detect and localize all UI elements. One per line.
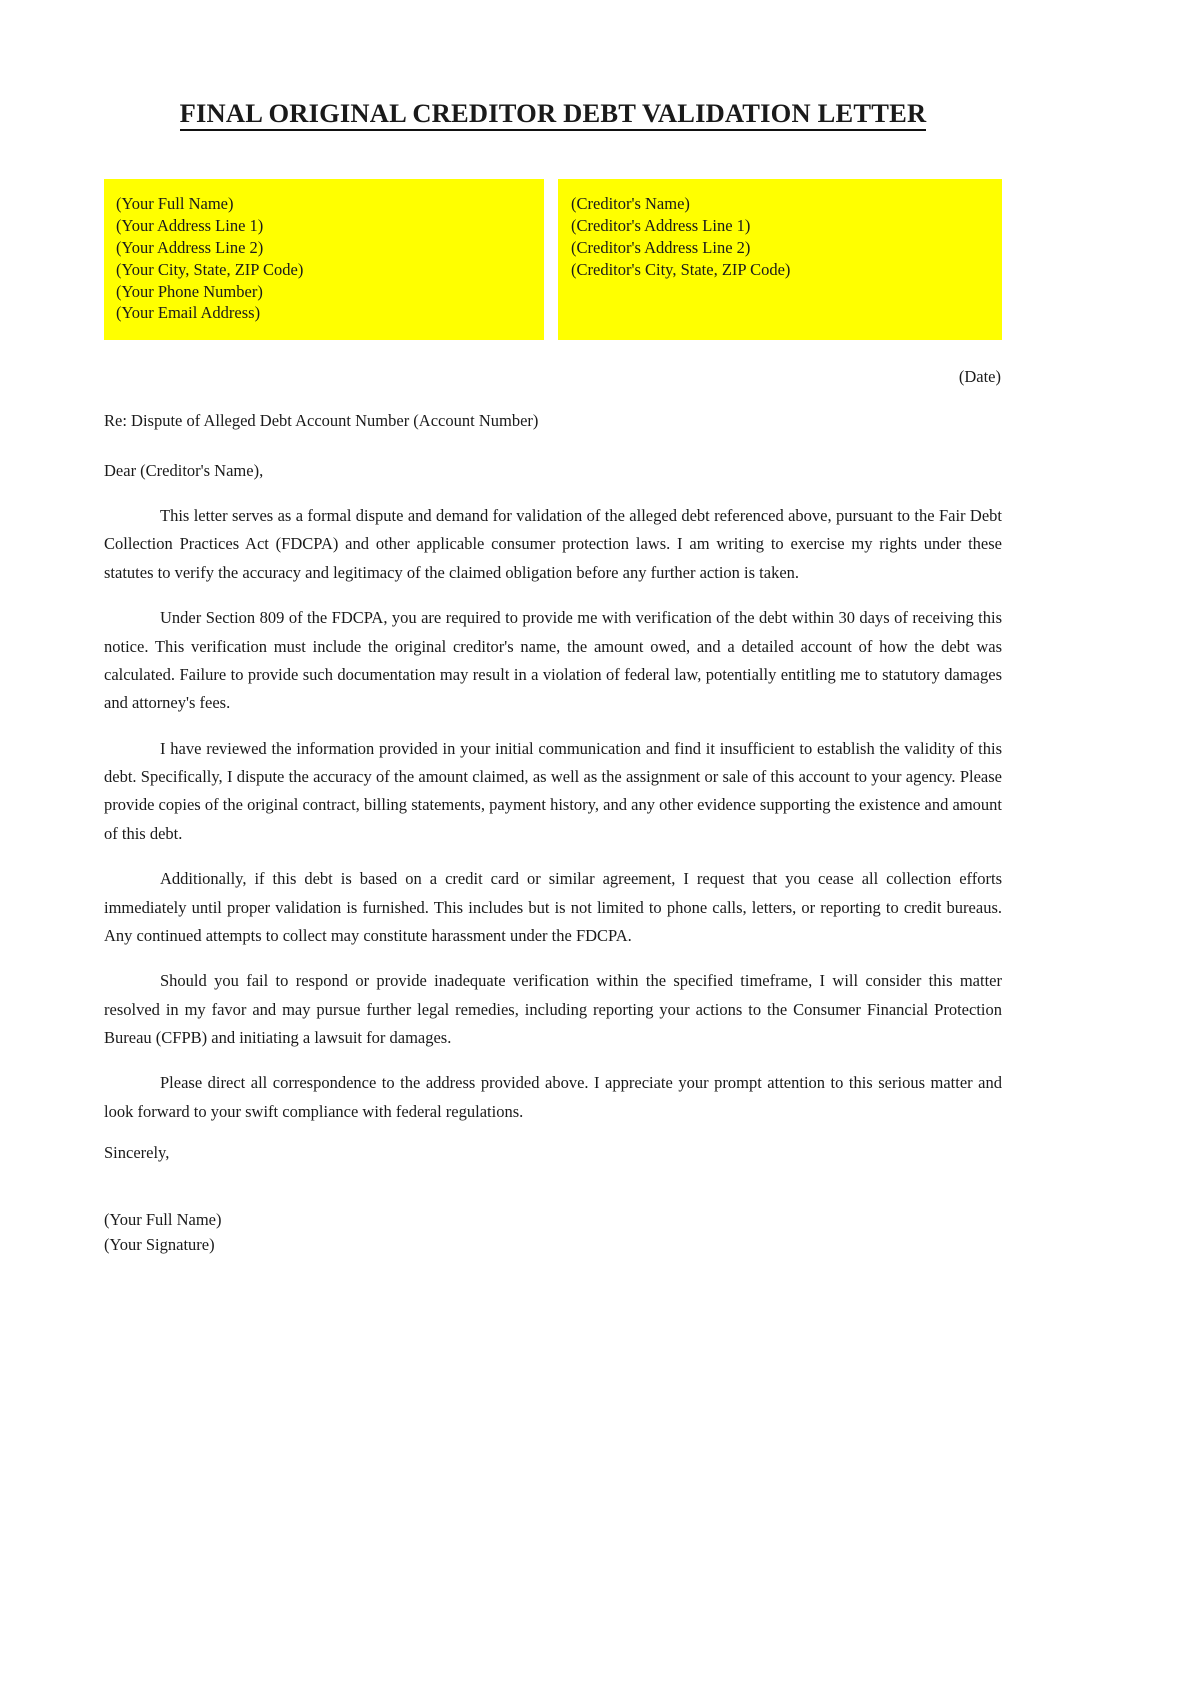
recipient-line-address-1: (Creditor's Address Line 1) bbox=[571, 216, 751, 236]
recipient-line-name: (Creditor's Name) bbox=[571, 194, 690, 214]
sender-line-email: (Your Email Address) bbox=[116, 303, 261, 323]
page-title bbox=[104, 0, 1002, 131]
valediction: Sincerely, bbox=[104, 1143, 170, 1163]
body-paragraph: Additionally, if this debt is based on a credit card or similar agreement, I request that you cease all collection efforts immediately until proper validation is furnished. This includes but is not limited to phone calls, letters, or reporting to credit bureaus. Any continued attempts to collect may constitute harassment under the FDCPA. bbox=[104, 869, 1002, 945]
page-title-text: FINAL ORIGINAL CREDITOR DEBT VALIDATION LETTER bbox=[180, 98, 927, 131]
date-field: (Date) bbox=[958, 367, 1001, 387]
recipient-line-city-state-zip: (Creditor's City, State, ZIP Code) bbox=[571, 259, 791, 279]
subject-line: Re: Dispute of Alleged Debt Account Number (Account Number) bbox=[104, 411, 539, 431]
signature-block bbox=[104, 1207, 1002, 1257]
body-paragraph: Should you fail to respond or provide inadequate verification within the specified timeframe, I will consider this matter resolved in my favor and may pursue further legal remedies, including reporting your actions to the Consumer Financial Protection Bureau (CFPB) and initiating a lawsuit for damages. bbox=[104, 971, 1002, 1048]
signature-name-line: (Your Full Name) bbox=[104, 1210, 222, 1230]
address-blocks bbox=[104, 179, 1002, 340]
body-paragraph: Please direct all correspondence to the address provided above. I appreciate your prompt attention to this serious matter and look forward to your swift compliance with federal regulations. bbox=[104, 1073, 1002, 1121]
address-block-divider bbox=[544, 179, 558, 340]
recipient-line-address-2: (Creditor's Address Line 2) bbox=[571, 238, 751, 257]
salutation: Dear (Creditor's Name), bbox=[104, 461, 264, 481]
sender-line-phone: (Your Phone Number) bbox=[116, 281, 263, 301]
letter-content bbox=[104, 0, 1002, 1257]
sender-line-address-2: (Your Address Line 2) bbox=[116, 238, 264, 257]
recipient-address-block bbox=[558, 179, 1002, 340]
body-paragraph: I have reviewed the information provided in your initial communication and find it insufficient to establish the validity of this debt. Specifically, I dispute the accuracy of the amount claimed, as well as the assignment or sale of this account to your agency. Please provide copies of the original contract, billing statements, payment history, and any other evidence supporting the existence and amount of this debt. bbox=[104, 738, 1002, 843]
body-paragraph: Under Section 809 of the FDCPA, you are required to provide me with verification of the debt within 30 days of receiving this notice. This verification must include the original creditor's name, the amount owed, and a detailed account of how the debt was calculated. Failure to provide such documentation may result in a violation of federal law, potentially entitling me to statutory damages and attorney's fees. bbox=[104, 608, 1002, 713]
sender-line-name: (Your Full Name) bbox=[116, 194, 234, 214]
sender-address-block bbox=[104, 179, 544, 340]
body-paragraph: This letter serves as a formal dispute and demand for validation of the alleged debt referenced above, pursuant to the Fair Debt Collection Practices Act (FDCPA) and other applicable consumer protection laws. I am writing to exercise my rights under these statutes to verify the accuracy and legitimacy of the claimed obligation before any further action is taken. bbox=[104, 506, 1002, 582]
signature-line: (Your Signature) bbox=[104, 1235, 215, 1255]
sender-line-city-state-zip: (Your City, State, ZIP Code) bbox=[116, 259, 304, 279]
sender-line-address-1: (Your Address Line 1) bbox=[116, 216, 264, 236]
letter-body bbox=[104, 502, 1002, 1126]
